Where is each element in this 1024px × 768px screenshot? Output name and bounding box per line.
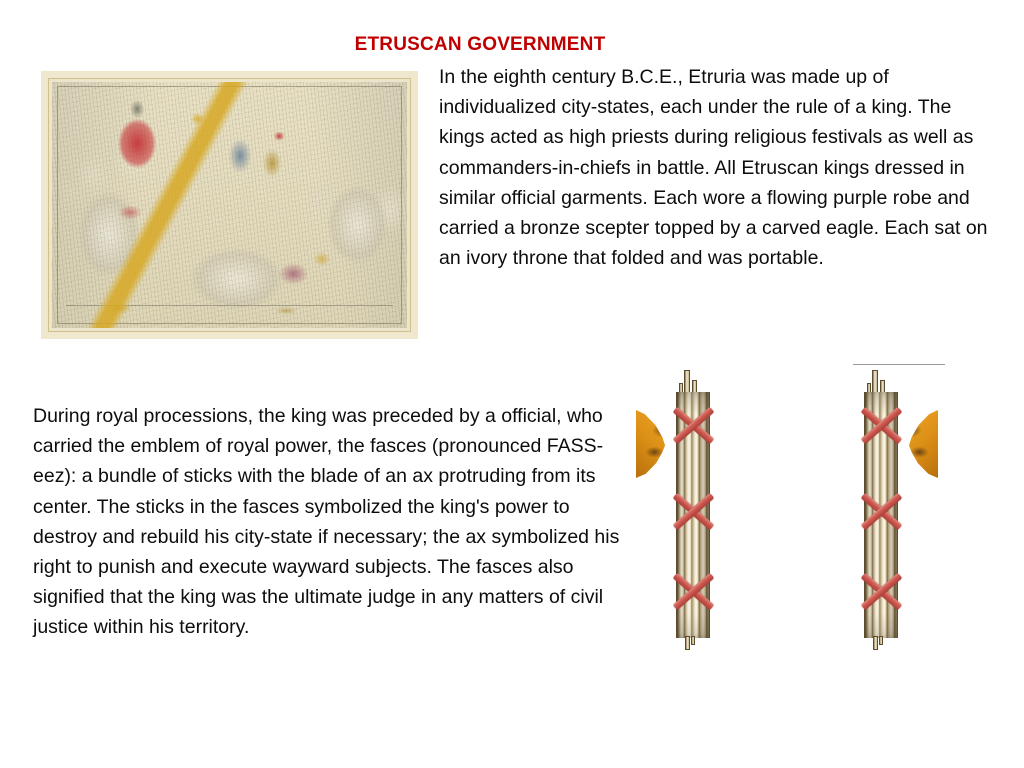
engraving-frame [48,78,411,332]
binding-cord [671,402,715,448]
binding-cord [859,568,903,614]
page-title: ETRUSCAN GOVERNMENT [354,34,606,55]
fasces-pair-illustration [648,362,945,662]
binding-cord [859,488,903,534]
binding-cord [671,568,715,614]
engraving-plate-edge [57,86,401,325]
binding-cord [671,488,715,534]
engraving-groundline [66,305,393,306]
rod-stub [685,636,690,650]
rod-stub [872,370,878,394]
paragraph-fasces: During royal processions, the king was preceded by a official, who carried the emblem of royal power, the fasces (pronounced FASS-eez): a bundle of sticks with the blade of an ax protruding from its center. The sticks in the fasces symbolized the king's power to destroy and rebuild his city-state if necessary; the ax symbolized his right to punish and execute wayward subjects. The fasces also signified that the king was the ultimate judge in any matters of civil justice within his territory. [33,405,620,639]
rod-stub [879,636,883,645]
fasces-left [670,370,716,650]
engraving-hatching [52,82,407,328]
illustration-top-rule [853,364,945,365]
engraving-scene [52,82,407,328]
etruscan-court-engraving [41,71,418,339]
binding-cord [859,402,903,448]
paragraph-etruscan-kings: In the eighth century B.C.E., Etruria was made up of individualized city-states, each under the rule of a king. The kings acted as high priests during religious festivals as well as commanders-in-chiefs in battle. All Etruscan kings dressed in similar official garments. Each wore a flowing purple robe and carried a bronze scepter topped by a carved eagle. Each sat on an ivory throne that folded and was portable. [439,66,988,270]
fasces-right [858,370,904,650]
rod-stub [691,636,695,645]
rod-stub [684,370,690,394]
rod-stub [873,636,878,650]
